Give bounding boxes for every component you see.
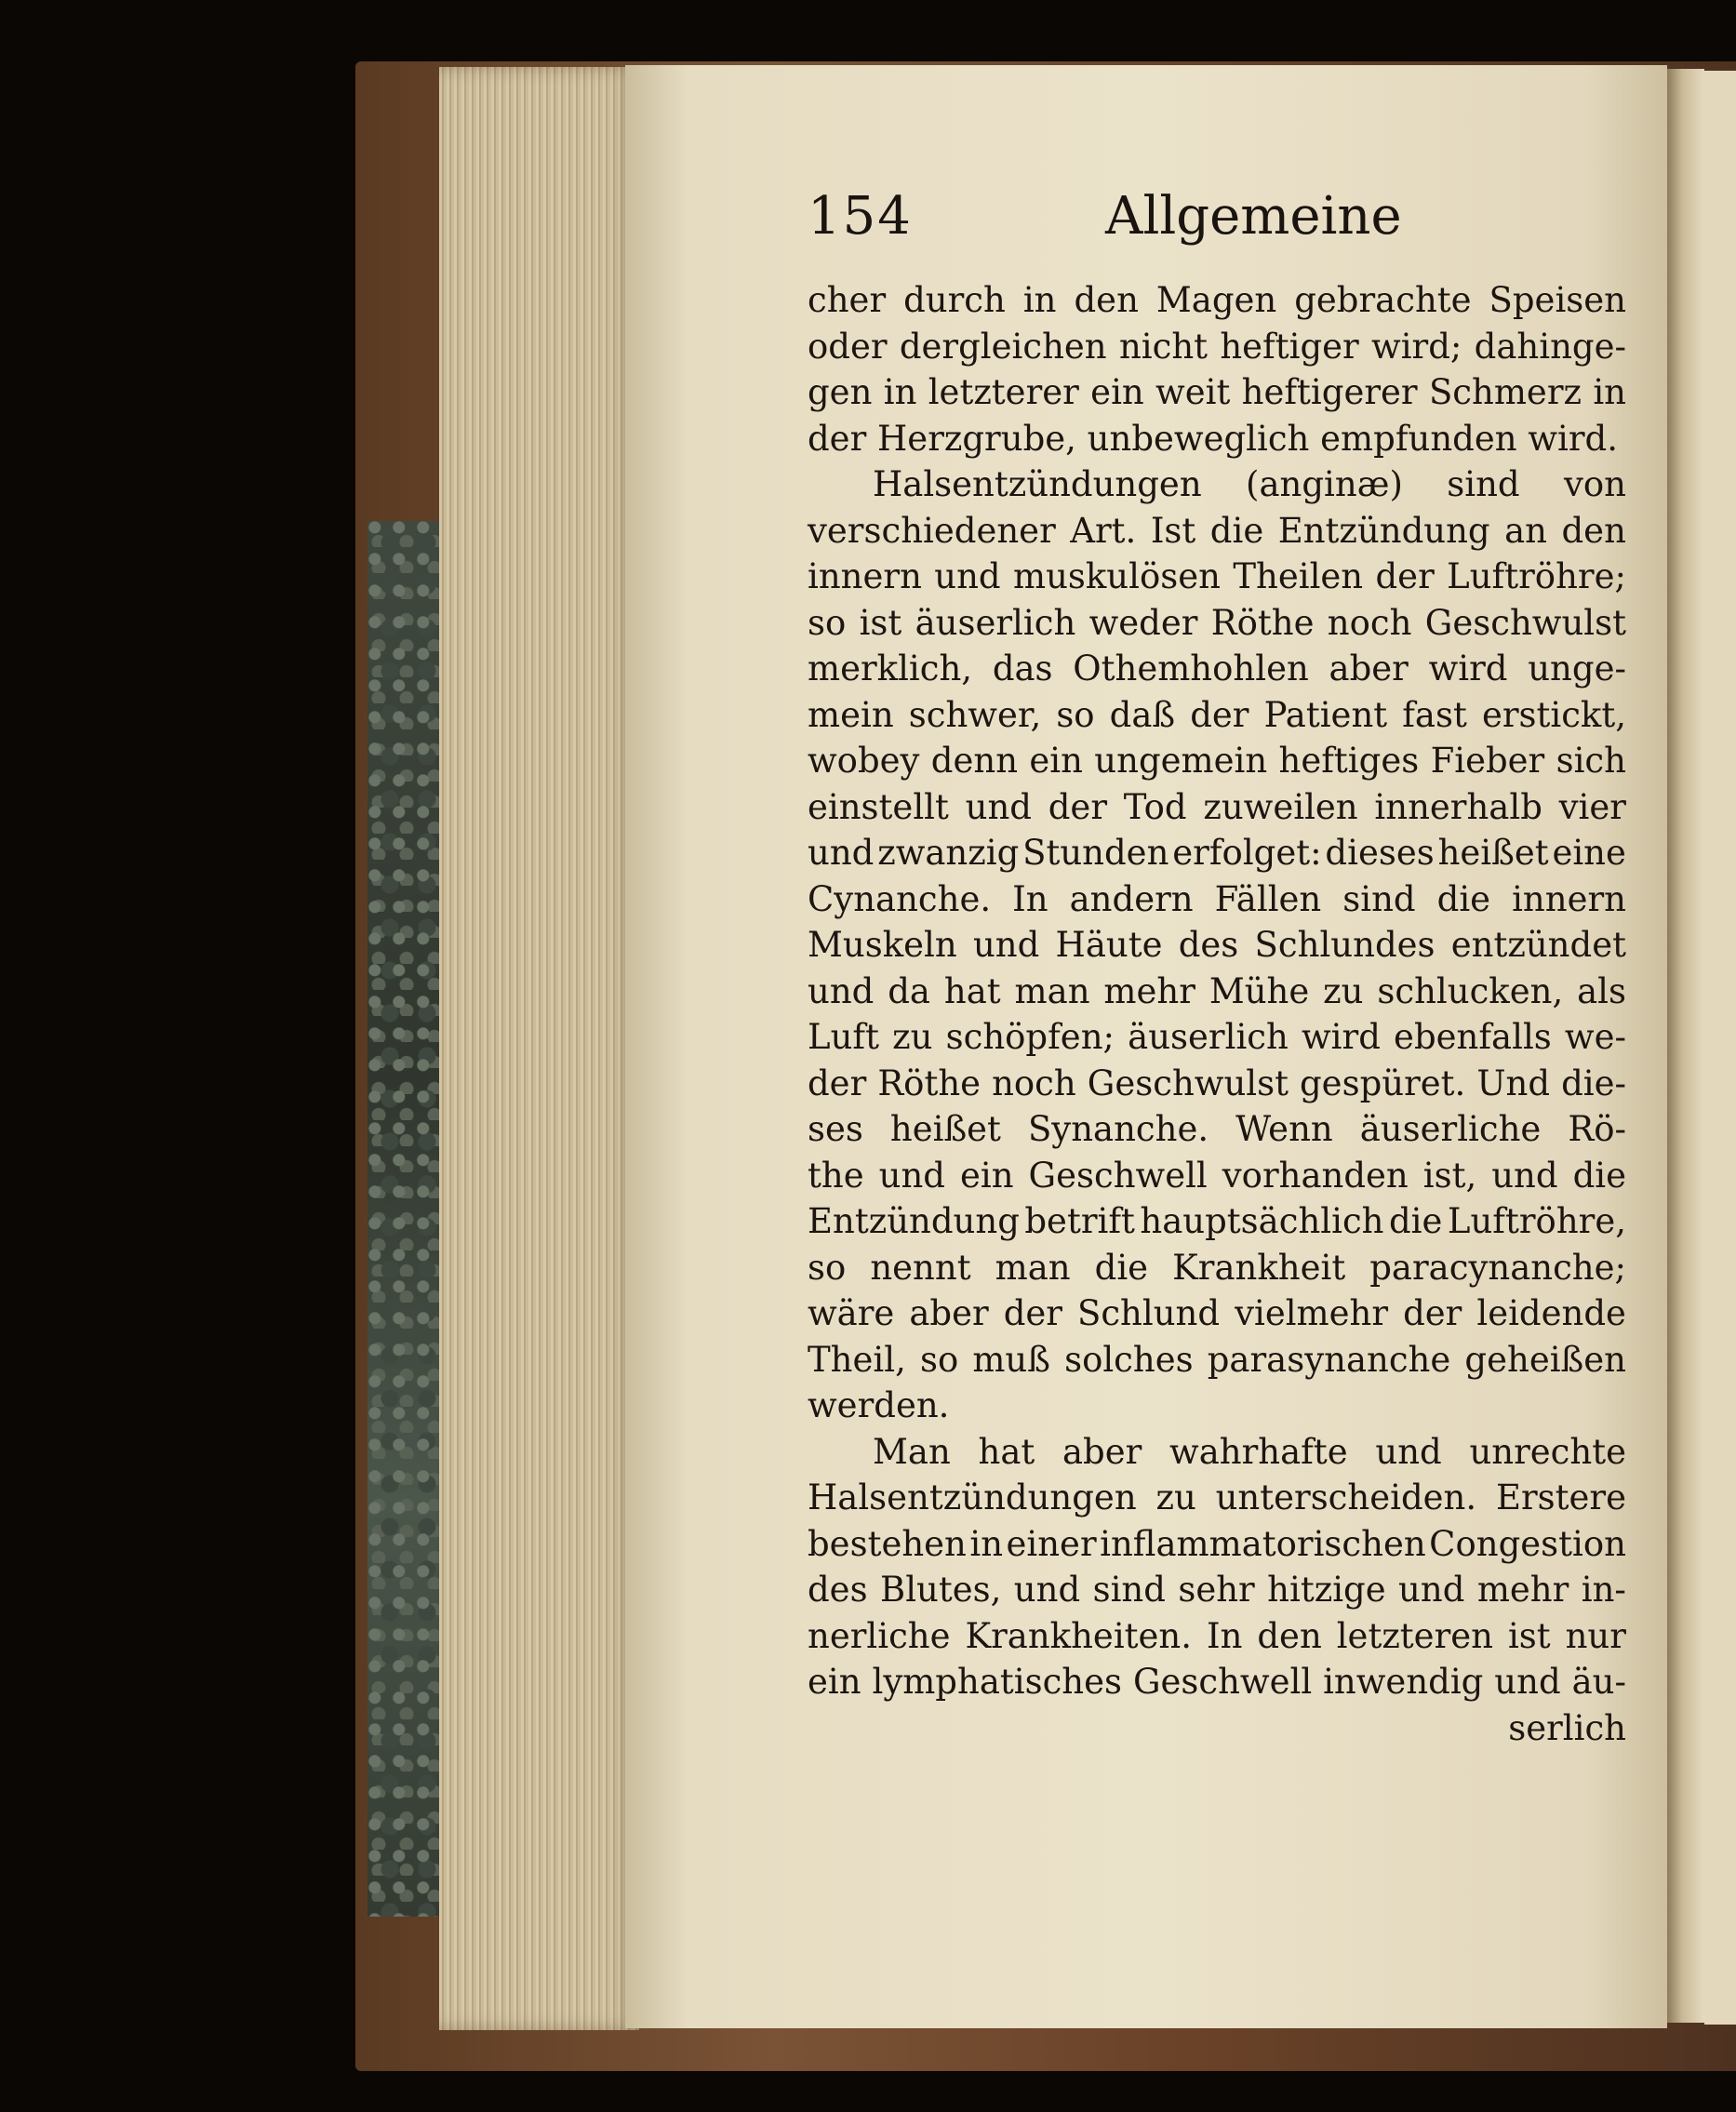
word: so bbox=[808, 602, 847, 643]
word: und bbox=[1491, 1155, 1558, 1196]
word: Synanche. bbox=[1027, 1109, 1209, 1149]
text-line bbox=[808, 324, 1626, 370]
word: ebenfalls bbox=[1394, 1017, 1552, 1057]
word: der bbox=[1048, 786, 1108, 827]
word: paracynanche; bbox=[1369, 1247, 1626, 1288]
word: der bbox=[808, 1063, 867, 1103]
word: mein bbox=[808, 694, 894, 735]
word: letzterer bbox=[928, 372, 1079, 412]
word: geheißen bbox=[1464, 1339, 1626, 1380]
word: Blutes, bbox=[880, 1570, 1002, 1610]
word: und bbox=[808, 970, 875, 1011]
text-line bbox=[808, 1475, 1626, 1521]
text-line bbox=[808, 1153, 1626, 1199]
text-line bbox=[808, 461, 1626, 508]
text-line-content: serlich bbox=[1508, 1707, 1626, 1748]
word: man bbox=[995, 1247, 1071, 1288]
word: die- bbox=[1561, 1063, 1626, 1103]
facing-page-edge bbox=[1704, 71, 1736, 2025]
word: den bbox=[1074, 280, 1139, 320]
word: unrechte bbox=[1469, 1431, 1626, 1472]
text-line bbox=[808, 369, 1626, 416]
word: Speisen bbox=[1489, 280, 1626, 320]
word: Schlundes bbox=[1254, 925, 1436, 965]
word: zwanzig bbox=[877, 833, 1020, 873]
word: wird; bbox=[1371, 326, 1462, 367]
text-line bbox=[808, 416, 1626, 462]
word: Man bbox=[873, 1431, 951, 1472]
word: gebrachte bbox=[1294, 280, 1472, 320]
word: Entzündung bbox=[1277, 510, 1490, 551]
running-title: Allgemeine bbox=[1105, 186, 1402, 247]
word: ein bbox=[1090, 372, 1144, 412]
marbled-cover-board bbox=[367, 521, 442, 1917]
word: ungemein bbox=[1094, 741, 1268, 781]
word: sehr bbox=[1178, 1570, 1255, 1610]
word: sind bbox=[1092, 1570, 1166, 1610]
word: schöpfen; bbox=[945, 1017, 1115, 1057]
word: In bbox=[1012, 878, 1048, 919]
word: ses bbox=[808, 1109, 863, 1149]
word: gen bbox=[808, 372, 873, 412]
word: schlucken, bbox=[1377, 970, 1564, 1011]
word: gespüret. bbox=[1300, 1063, 1466, 1103]
word: erfolget: bbox=[1172, 833, 1322, 873]
word: so bbox=[808, 1247, 847, 1288]
word: Muskeln bbox=[808, 925, 957, 965]
word: und bbox=[965, 786, 1032, 827]
word: äuserlich bbox=[1128, 1017, 1289, 1057]
word: heftiger bbox=[1220, 326, 1359, 367]
text-line bbox=[808, 830, 1626, 876]
text-line bbox=[808, 277, 1626, 324]
text-line bbox=[808, 692, 1626, 739]
word: Ist bbox=[1150, 510, 1196, 551]
word: Patient bbox=[1263, 694, 1388, 735]
word: heftigerer bbox=[1241, 372, 1418, 412]
word: nicht bbox=[1118, 326, 1209, 367]
word: noch bbox=[992, 1063, 1076, 1103]
word: Entzündung bbox=[808, 1201, 1020, 1241]
text-line bbox=[808, 1429, 1626, 1476]
word: zu bbox=[1155, 1477, 1196, 1517]
word: der bbox=[1375, 556, 1435, 596]
word: einer bbox=[1006, 1523, 1097, 1564]
word: den bbox=[1561, 510, 1626, 551]
word: Congestion bbox=[1429, 1523, 1626, 1564]
word: man bbox=[1014, 970, 1090, 1011]
word: der bbox=[1190, 694, 1249, 735]
word: und bbox=[808, 833, 875, 873]
word: Geschwell bbox=[1132, 1662, 1313, 1702]
word: Cynanche. bbox=[808, 878, 992, 919]
text-line bbox=[808, 1613, 1626, 1660]
word: von bbox=[1563, 464, 1626, 504]
word: so bbox=[1056, 694, 1095, 735]
word: die bbox=[1436, 878, 1491, 919]
word: Krankheit bbox=[1172, 1247, 1346, 1288]
word: schwer, bbox=[908, 694, 1042, 735]
word: und bbox=[1398, 1570, 1465, 1610]
text-line bbox=[808, 1290, 1626, 1337]
word: unterscheiden. bbox=[1215, 1477, 1477, 1517]
text-line bbox=[808, 1337, 1626, 1383]
word: die bbox=[1388, 1201, 1443, 1241]
text-line bbox=[808, 1383, 1626, 1429]
word: so bbox=[919, 1339, 959, 1380]
word: hitzige bbox=[1267, 1570, 1386, 1610]
word: vielmehr bbox=[1235, 1293, 1389, 1333]
word: ein bbox=[1029, 741, 1083, 781]
word: ist, bbox=[1422, 1155, 1477, 1196]
word: zu bbox=[1323, 970, 1364, 1011]
text-line bbox=[808, 1567, 1626, 1613]
text-line bbox=[808, 1521, 1626, 1568]
word: wird bbox=[1428, 648, 1508, 688]
word: vorhanden bbox=[1222, 1155, 1409, 1196]
word: unge- bbox=[1528, 648, 1626, 688]
word: andern bbox=[1069, 878, 1194, 919]
word: innern bbox=[1512, 878, 1626, 919]
word: ein bbox=[808, 1662, 861, 1702]
word: muß bbox=[972, 1339, 1050, 1380]
word: letzteren bbox=[1336, 1615, 1493, 1656]
word: zu bbox=[892, 1017, 933, 1057]
word: zuweilen bbox=[1203, 786, 1358, 827]
word: dergleichen bbox=[899, 326, 1107, 367]
word: aber bbox=[909, 1293, 989, 1333]
word: hat bbox=[978, 1431, 1035, 1472]
word: und bbox=[1375, 1431, 1442, 1472]
word: Art. bbox=[1070, 510, 1137, 551]
word: ist bbox=[859, 602, 902, 643]
page-number: 154 bbox=[808, 186, 913, 247]
word: sich bbox=[1556, 741, 1626, 781]
word: Tod bbox=[1123, 786, 1187, 827]
word: merklich, bbox=[808, 648, 973, 688]
text-line bbox=[808, 1014, 1626, 1061]
word: und bbox=[878, 1155, 945, 1196]
page-header bbox=[808, 186, 1626, 261]
word: wobey bbox=[808, 741, 920, 781]
word: inwendig bbox=[1323, 1662, 1484, 1702]
text-line bbox=[808, 1659, 1626, 1705]
word: daß bbox=[1109, 694, 1176, 735]
word: entzündet bbox=[1450, 925, 1626, 965]
word: innerhalb bbox=[1374, 786, 1542, 827]
word: Rö- bbox=[1568, 1109, 1626, 1149]
word: Erstere bbox=[1495, 1477, 1626, 1517]
word: Mühe bbox=[1209, 970, 1310, 1011]
word: nennt bbox=[870, 1247, 971, 1288]
word: Wenn bbox=[1235, 1109, 1333, 1149]
word: und bbox=[934, 556, 1001, 596]
word: mehr bbox=[1103, 970, 1195, 1011]
word: wird bbox=[1302, 1017, 1381, 1057]
word: cher bbox=[808, 280, 887, 320]
word: vier bbox=[1558, 786, 1626, 827]
word: parasynanche bbox=[1207, 1339, 1451, 1380]
word: weit bbox=[1155, 372, 1231, 412]
word: hauptsächlich bbox=[1140, 1201, 1384, 1241]
word: Röthe bbox=[1210, 602, 1315, 643]
word: die bbox=[1209, 510, 1264, 551]
word: bestehen bbox=[808, 1523, 967, 1564]
word: in bbox=[883, 372, 917, 412]
word: hat bbox=[943, 970, 1001, 1011]
word: innern bbox=[808, 556, 922, 596]
word: Othemhohlen bbox=[1073, 648, 1309, 688]
word: heftiges bbox=[1278, 741, 1420, 781]
word: in- bbox=[1581, 1570, 1626, 1610]
word: des bbox=[1178, 925, 1239, 965]
word: In bbox=[1206, 1615, 1243, 1656]
page-edges bbox=[439, 67, 639, 2030]
word: einstellt bbox=[808, 786, 949, 827]
text-line bbox=[808, 1245, 1626, 1291]
word: Fällen bbox=[1214, 878, 1322, 919]
word: lymphatisches bbox=[872, 1662, 1123, 1702]
text-line bbox=[808, 922, 1626, 969]
word: sind bbox=[1342, 878, 1416, 919]
word: Theilen bbox=[1233, 556, 1364, 596]
word: Halsentzündungen bbox=[808, 1477, 1137, 1517]
text-line bbox=[808, 876, 1626, 923]
word: fast bbox=[1402, 694, 1467, 735]
word: und bbox=[1494, 1662, 1561, 1702]
text-line bbox=[808, 554, 1626, 600]
word: Magen bbox=[1155, 280, 1277, 320]
word: in bbox=[1022, 280, 1057, 320]
word: Geschwell bbox=[1028, 1155, 1208, 1196]
word: Stunden bbox=[1022, 833, 1169, 873]
word: Luftröhre; bbox=[1447, 556, 1626, 596]
word: das bbox=[992, 648, 1053, 688]
word: durch bbox=[903, 280, 1006, 320]
word: Luftröhre, bbox=[1447, 1201, 1626, 1241]
text-line bbox=[808, 1106, 1626, 1153]
text-line bbox=[808, 1198, 1626, 1245]
word: (anginæ) bbox=[1246, 464, 1403, 504]
word: oder bbox=[808, 326, 888, 367]
word: den bbox=[1257, 1615, 1322, 1656]
word: als bbox=[1577, 970, 1626, 1011]
word: Theil, bbox=[808, 1339, 906, 1380]
text-line bbox=[808, 969, 1626, 1015]
body-text bbox=[808, 277, 1626, 1751]
text-line bbox=[808, 600, 1626, 647]
word: denn bbox=[930, 741, 1019, 781]
word: Halsentzündungen bbox=[873, 464, 1202, 504]
word: Röthe bbox=[877, 1063, 982, 1103]
word: Geschwulst bbox=[1424, 602, 1626, 643]
text-line bbox=[808, 508, 1626, 555]
word: nerliche bbox=[808, 1615, 951, 1656]
word: Und bbox=[1476, 1063, 1551, 1103]
text-line bbox=[808, 738, 1626, 784]
word: der bbox=[1003, 1293, 1062, 1333]
word: weder bbox=[1088, 602, 1198, 643]
word: dieses bbox=[1325, 833, 1435, 873]
word: sind bbox=[1447, 464, 1520, 504]
word: betrift bbox=[1024, 1201, 1135, 1241]
word: heißet bbox=[889, 1109, 1001, 1149]
word: leidende bbox=[1476, 1293, 1626, 1333]
text-line bbox=[808, 1705, 1626, 1752]
word: verschiedener bbox=[808, 510, 1056, 551]
word: die bbox=[1094, 1247, 1149, 1288]
word: äuserlich bbox=[915, 602, 1076, 643]
text-line-content: werden. bbox=[808, 1385, 950, 1425]
word: solches bbox=[1064, 1339, 1194, 1380]
word: Schlund bbox=[1076, 1293, 1221, 1333]
word: da bbox=[888, 970, 930, 1011]
word: mehr bbox=[1476, 1570, 1569, 1610]
word: muskulösen bbox=[1012, 556, 1221, 596]
text-line bbox=[808, 1061, 1626, 1107]
word: Krankheiten. bbox=[965, 1615, 1193, 1656]
word: und bbox=[972, 925, 1040, 965]
word: äu- bbox=[1571, 1662, 1626, 1702]
word: noch bbox=[1327, 602, 1412, 643]
word: Geschwulst bbox=[1087, 1063, 1289, 1103]
book-gutter bbox=[1667, 69, 1704, 2023]
word: wäre bbox=[808, 1293, 895, 1333]
word: der bbox=[1403, 1293, 1462, 1333]
word: Schmerz bbox=[1428, 372, 1582, 412]
word: erstickt, bbox=[1481, 694, 1626, 735]
word: Fieber bbox=[1430, 741, 1545, 781]
word: the bbox=[808, 1155, 864, 1196]
word: äuserliche bbox=[1359, 1109, 1542, 1149]
word: nur bbox=[1565, 1615, 1626, 1656]
word: eine bbox=[1552, 833, 1626, 873]
word: heißet bbox=[1437, 833, 1549, 873]
word: des bbox=[808, 1570, 868, 1610]
word: die bbox=[1572, 1155, 1626, 1196]
word: aber bbox=[1329, 648, 1409, 688]
word: aber bbox=[1062, 1431, 1142, 1472]
word: Luft bbox=[808, 1017, 879, 1057]
word: Häute bbox=[1055, 925, 1163, 965]
text-line bbox=[808, 784, 1626, 831]
word: we- bbox=[1564, 1017, 1626, 1057]
word: in bbox=[969, 1523, 1004, 1564]
word: wahrhafte bbox=[1169, 1431, 1348, 1472]
text-line bbox=[808, 646, 1626, 692]
word: in bbox=[1593, 372, 1626, 412]
word: und bbox=[1013, 1570, 1081, 1610]
word: ist bbox=[1507, 1615, 1551, 1656]
word: ein bbox=[959, 1155, 1014, 1196]
text-line-content: der Herzgrube, unbeweglich empfunden wird. bbox=[808, 418, 1618, 459]
word: dahinge- bbox=[1474, 326, 1626, 367]
word: an bbox=[1504, 510, 1547, 551]
word: inflammatorischen bbox=[1100, 1523, 1426, 1564]
